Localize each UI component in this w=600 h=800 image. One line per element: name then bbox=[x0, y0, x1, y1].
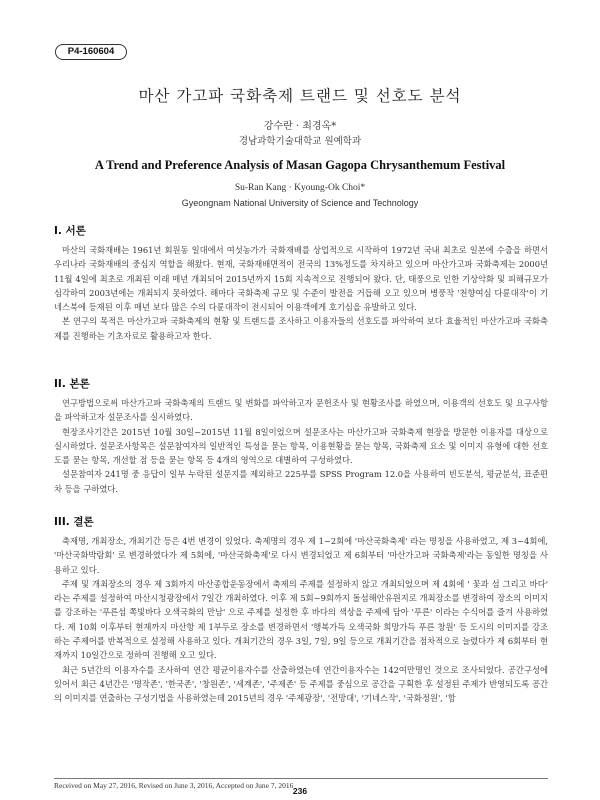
english-authors: Su-Ran Kang · Kyoung-Ok Choi* bbox=[234, 183, 366, 193]
section-heading: I. 서론 bbox=[54, 225, 86, 237]
paragraph: 최근 5년간의 이용자수를 조사하여 연간 평균이용자수를 산출하였는데 연간이용자수는 142여만명인 것으로 조사되었다. 공간구성에 있어서 최근 4년간은 '명작존', '한국존', '창원존', '세계존', '주제존' 등 주제를 중심으로 공간을 구획한 후 설정된 주제가 반영되도록 공간의 이미지를 연출하는 구성기법을 사용하였는데 2015년의 경우 '주제광장', '전망대', '기네스작', '국화정원', '함 bbox=[54, 664, 548, 704]
english-title: A Trend and Preference Analysis of Masan Gagopa Chrysanthemum Festival bbox=[94, 158, 506, 172]
paragraph: 본 연구의 목적은 마산가고파 국화축제의 현황 및 트랜드를 조사하고 이용자들의 선호도를 파악하여 보다 효율적인 마산가고파 국화축제를 진행하는 기초자료로 활용하고자 한다. bbox=[54, 316, 548, 341]
section-introduction bbox=[54, 223, 548, 343]
paragraph: 마산의 국화재배는 1961년 회원동 일대에서 여섯농가가 국화재배를 상업적으로 시작하여 1972년 국내 최초로 일본에 수출을 하면서 우리나라 국화재배의 중심지 역할을 해왔다. 현재, 국화재배면적이 전국의 13%정도를 차지하고 있으며 마산가고파 국화축제는 2000년 11월 4일에 최초로 개최된 이래 매년 개최되어 2015년까지 15회 지속적으로 진행되어 왔다. 단, 태풍으로 인한 기상악화 및 피해규모가 심각하여 2003년에는 개최되지 못하였다. 해마다 국화축제 규모 및 수준이 발전을 거듭해 오고 있으며 병풍작 '천향여심 다륜대작'이 기네스북에 등재된 이후 매년 보다 많은 수의 다륜대작이 전시되어 이용객에게 호기심을 유발하고 있다. bbox=[54, 245, 548, 313]
footnote-divider bbox=[54, 778, 548, 779]
korean-title: 마산 가고파 국화축제 트랜드 및 선호도 분석 bbox=[138, 87, 462, 105]
section-heading: III. 결론 bbox=[54, 516, 94, 528]
paragraph: 축제명, 개최장소, 개최기간 등은 4번 변경이 있었다. 축제명의 경우 제 1~2회에 '마산국화축제' 라는 명칭을 사용하였고, 제 3~4회에, '마산국화박람회' 로 변경하였다가 제 5회에, '마산국화축제'로 다시 변경되었고 제 6회부터 '마산가고파 국화축제'라는 동일한 명칭을 사용하고 있다. bbox=[54, 536, 548, 575]
paragraph: 설문참여자 241명 중 응답이 일부 누락된 설문지를 제외하고 225부를 SPSS Program 12.0을 사용하여 빈도분석, 평균분석, 표준편차 등을 구하였다. bbox=[54, 469, 548, 494]
korean-affiliation: 경남과학기술대학교 원예학과 bbox=[238, 136, 362, 147]
section-conclusion bbox=[54, 514, 548, 706]
paper-id-badge: P4-160604 bbox=[55, 44, 127, 60]
paragraph: 연구방법으로써 마산가고파 국화축제의 트랜드 및 변화를 파악하고자 문헌조사 및 현황조사를 하였으며, 이용객의 선호도 및 요구사항을 파악하고자 설문조사를 실시하였다. bbox=[54, 398, 548, 423]
paragraph: 주제 및 개최장소의 경우 제 3회까지 마산종합운동장에서 축제의 주제를 설정하지 않고 개최되었으며 제 4회에 ' 꽃과 섬 그리고 바다' 라는 주제를 설정하여 마산시청광장에서 7일간 개최하였다. 이후 제 5회~9회까지 돌섬해안유원지로 개최장소를 변경하여 장소의 이미지를 강조하는 '푸른섬 쪽빛바다 오색국화의 만남' 으로 주제를 설정한 후 바다의 색상을 주제에 담아 '푸른' 이라는 수식어를 즐겨 사용하였다. 제 10회 이후부터 현재까지 마산항 제 1부두로 장소를 변경하면서 '행복가득 오색국화 희망가득 푸른 창원' 등 도시의 이미지를 강조하는 주제어를 반복적으로 설정해 사용하고 있다. 개최기간의 경우 3일, 7일, 9일 등으로 개최기간을 점차적으로 늘렸다가 제 6회부터 현재까지 10일간으로 정하여 진행해 오고 있다. bbox=[54, 578, 548, 661]
korean-authors: 강수란 · 최경옥* bbox=[263, 121, 337, 132]
english-affiliation: Gyeongnam National University of Science and Technology bbox=[181, 198, 419, 208]
paragraph: 현장조사기간은 2015년 10월 30일~2015년 11월 8일이었으며 설문조사는 마산가고파 국화축제 현장을 방문한 이용자를 대상으로 실시하였다. 설문조사항목은 설문참여자의 일반적인 특성을 묻는 항목, 이용현황을 묻는 항목, 국화축제 요소 및 이미지 유형에 대한 선호도를 묻는 항목, 개선할 점 등을 묻는 항목 등 4개의 영역으로 대별하여 구성하였다. bbox=[54, 426, 548, 466]
page-number: 236 bbox=[292, 786, 308, 796]
section-heading: II. 본론 bbox=[54, 378, 90, 390]
section-body bbox=[54, 376, 548, 496]
received-dates-footnote: Received on May 27, 2016, Revised on June 3, 2016, Accepted on June 7, 2016 bbox=[54, 781, 294, 790]
